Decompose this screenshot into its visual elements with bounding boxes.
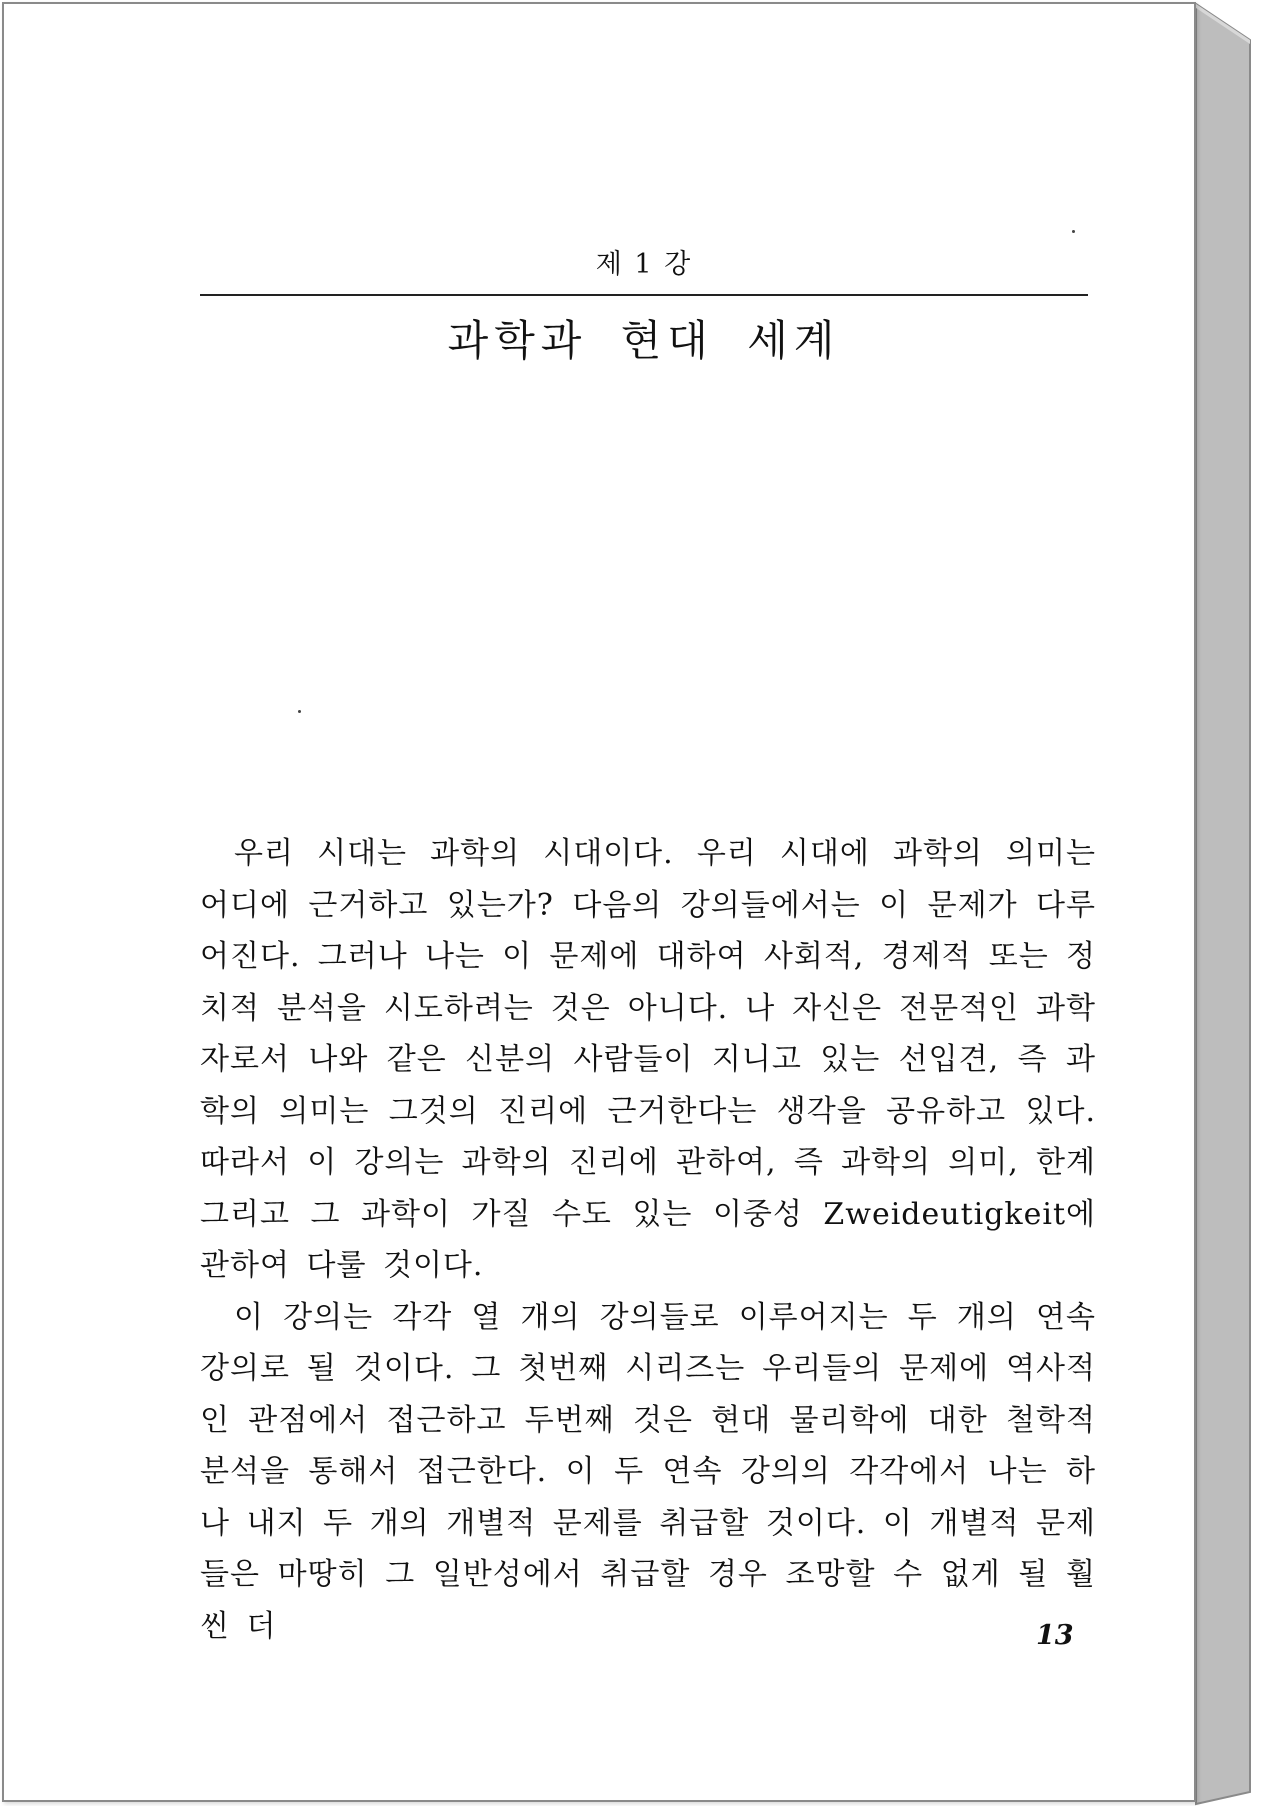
paragraph: 이 강의는 각각 열 개의 강의들로 이루어지는 두 개의 연속 강의로 될 것이다. 그 첫번째 시리즈는 우리들의 문제에 역사적인 관점에서 접근하고 두번째 것은 현대 물리학에 대한 철학적 분석을 통해서 접근한다. 이 두 연속 강의의 각각에서 나는 하나 내지 두 개의 개별적 문제를 취급할 것이다. 이 개별적 문제들은 마땅히 그 일반성에서 취급할 경우 조망할 수 없게 될 훨씬 더: [200, 1299, 1096, 1644]
paragraph: 우리 시대는 과학의 시대이다. 우리 시대에 과학의 의미는 어디에 근거하고 있는가? 다음의 강의들에서는 이 문제가 다루어진다. 그러나 나는 이 문제에 대하여 사회적, 경제적 또는 정치적 분석을 시도하려는 것은 아니다. 나 자신은 전문적인 과학자로서 나와 같은 신분의 사람들이 지니고 있는 선입견, 즉 과학의 의미는 그것의 진리에 근거한다는 생각을 공유하고 있다. 따라서 이 강의는 과학의 진리에 관하여, 즉 과학의 의미, 한계 그리고 그 과학이 가질 수도 있는 이중성 Zweideutigkeit에 관하여 다룰 것이다.: [200, 836, 1096, 1283]
page-number: 13: [1036, 1620, 1074, 1651]
chapter-divider: [200, 294, 1088, 296]
scan-speck: [298, 710, 301, 713]
scan-speck: [1072, 230, 1075, 233]
body-text: [200, 828, 1096, 1652]
chapter-label: 제 1 강: [595, 249, 693, 280]
chapter-title: 과학과 현대 세계: [447, 316, 841, 365]
